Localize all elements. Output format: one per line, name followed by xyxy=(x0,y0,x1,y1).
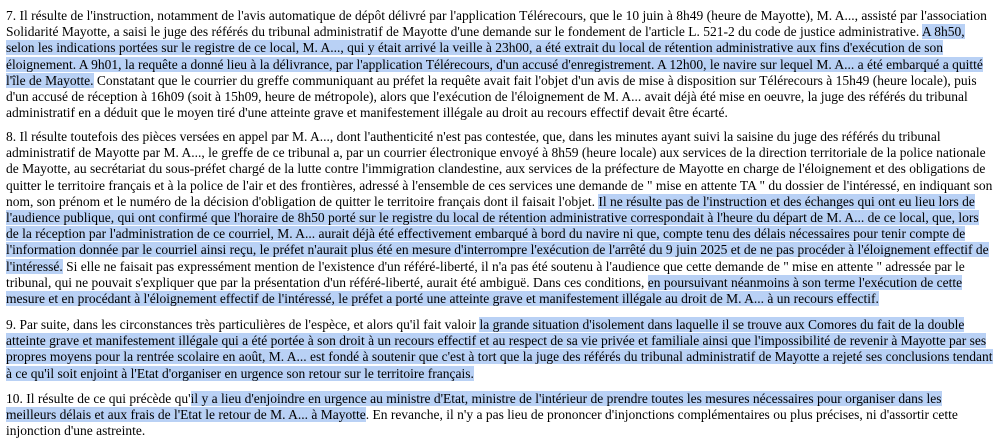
paragraph-8 xyxy=(6,129,994,307)
text-segment: 10. Il résulte de ce qui précède qu' xyxy=(6,391,191,406)
text-segment: 8. Il résulte toutefois des pièces versées en appel par M. A..., dont l'authenticité n'est pas contestée, que, dans les minutes ayant suivi la saisine du juge des référés du tribunal administratif de Mayotte par M. A..., le greffe de ce tribunal a, par un courrier électronique envoyé à 8h59 (heure locale) aux services de la direction territoriale de la police nationale de Mayotte, au secrétariat du sous-préfet chargé de la lutte contre l'immigration clandestine, aux services de la préfecture de Mayotte en charge de l'éloignement et des obligations de quitter le territoire français et à la police de l'air et des frontières, adressé à l'ensemble de ces services une demande de " mise en attente TA " du dossier de l'intéressé, en indiquant son nom, son prénom et le numéro de la décision d'obligation de quitter le territoire français dont il faisait l'objet. xyxy=(6,129,993,209)
highlighted-segment: la grande situation d'isolement dans laquelle il se trouve aux Comores du fait de la double atteinte grave et manifestement illégale qui a été portée à son droit à un recours effectif et au respect de sa vie privée et familiale ainsi que l'impossibilité de revenir à Mayotte par ses propres moyens pour la rentrée scolaire en août, M. A... est fondé à soutenir que c'est à tort que la juge des référés du tribunal administratif de Mayotte a rejeté ses conclusions tendant à ce qu'il soit enjoint à l'Etat d'organiser en urgence son retour sur le territoire français. xyxy=(6,317,993,381)
text-segment: Si elle ne faisait pas expressément mention de l'existence d'un référé-liberté, il n'a pas été soutenu à l'audience que cette demande de " mise en attente " adressée par le tribunal, qui ne pouvait s'expliquer que par la présentation d'un référé-liberté, aurait été ambiguë. Dans ces conditions, xyxy=(6,258,965,290)
text-segment: Constatant que le courrier du greffe communiquant au préfet la requête avait fait l'objet d'un avis de mise à disposition sur Télérecours à 15h49 (heure locale), puis d'un accusé de réception à 16h09 (soit à 15h09, heure de métropole), alors que l'exécution de l'éloignement de M. A... avait déjà été mise en oeuvre, la juge des référés du tribunal administratif en a déduit que le moyen tiré d'une atteinte grave et manifestement illégale au droit au recours effectif devait être écarté. xyxy=(6,72,977,121)
paragraph-9 xyxy=(6,317,994,382)
paragraph-10 xyxy=(6,391,994,440)
text-segment: 9. Par suite, dans les circonstances très particulières de l'espèce, et alors qu'il fait valoir xyxy=(6,317,480,332)
highlighted-segment: en poursuivant néanmoins à son terme l'exécution de cette mesure et en procédant à l'éloignement effectif de l'intéressé, le préfet a porté une atteinte grave et manifestement illégale au droit de M. A... à un recours effectif. xyxy=(6,274,963,307)
highlighted-segment: A 8h50, selon les indications portées sur le registre de ce local, M. A..., qui y était arrivé la veille à 23h00, a été extrait du local de rétention administrative aux fins d'exécution de son éloignement. A 9h01, la requête a donné lieu à la délivrance, par l'application Télérecours, d'un accusé d'enregistrement. A 12h00, le navire sur lequel M. A... a été embarqué a quitté l'île de Mayotte. xyxy=(6,24,983,88)
text-segment: 7. Il résulte de l'instruction, notamment de l'avis automatique de dépôt délivré par l'application Télérecours, que le 10 juin à 8h49 (heure de Mayotte), M. A..., assisté par l'association Solidarité Mayotte, a saisi le juge des référés du tribunal administratif de Mayotte d'une demande sur le fondement de l'article L. 521-2 du code de justice administrative. xyxy=(6,8,987,40)
highlighted-segment: il y a lieu d'enjoindre en urgence au ministre d'Etat, ministre de l'intérieur de prendre toutes les mesures nécessaires pour organiser dans les meilleurs délais et aux frais de l'Etat le retour de M. A... à Mayotte xyxy=(6,391,942,423)
paragraph-7 xyxy=(6,8,994,121)
text-segment: . En revanche, il n'y a pas lieu de prononcer d'injonctions complémentaires ou plus précises, ni d'assortir cette injonction d'une astreinte. xyxy=(6,407,958,439)
highlighted-segment: Il ne résulte pas de l'instruction et des échanges qui ont eu lieu lors de l'audience publique, qui ont confirmé que l'horaire de 8h50 porté sur le registre du local de rétention administrative correspondait à l'heure du départ de M. A... de ce local, que, lors de la réception par l'administration de ce courriel, M. A... aurait déjà été effectivement embarqué à bord du navire ni que, compte tenu des délais nécessaires pour tenir compte de l'information donnée par le courriel ainsi reçu, le préfet n'aurait plus été en mesure d'interrompre l'exécution de l'arrêté du 9 juin 2025 et de ne pas procéder à l'éloignement effectif de l'intéressé. xyxy=(6,193,989,274)
